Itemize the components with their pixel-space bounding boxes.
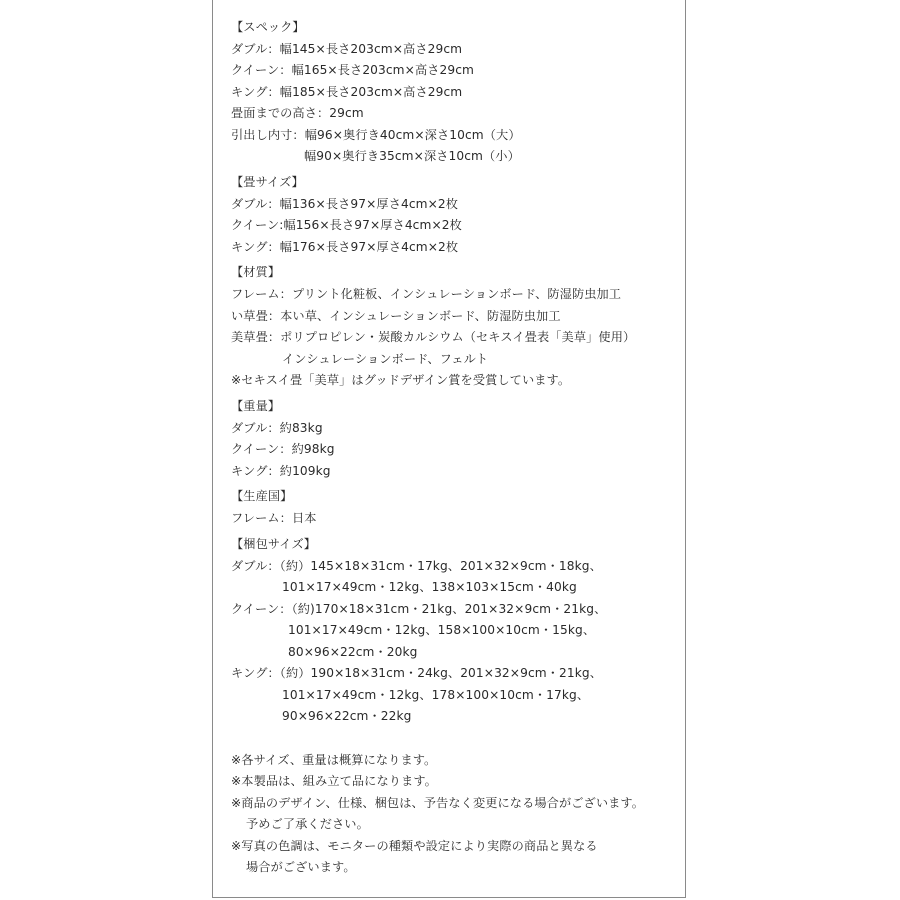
note-line-changes-cont: 予めご了承ください。 (246, 817, 369, 831)
tatami-size-section (231, 171, 671, 259)
package-line-king-3: 90×96×22cm・22kg (282, 709, 412, 723)
material-line-igusa: い草畳：本い草、インシュレーションボード、防湿防虫加工 (231, 308, 561, 323)
weight-line-queen: クイーン：約98kg (231, 442, 335, 456)
package-section (231, 533, 671, 728)
package-line-queen-3: 80×96×22cm・20kg (288, 644, 418, 659)
section-heading-tatami: 【畳サイズ】 (231, 174, 304, 189)
package-line-queen-2: 101×17×49cm・12kg、158×100×10cm・15kg、 (288, 623, 596, 637)
spec-content (231, 17, 671, 879)
material-section (231, 261, 671, 392)
section-heading-spec: 【スペック】 (231, 20, 305, 34)
section-heading-material: 【材質】 (231, 265, 281, 279)
weight-section (231, 395, 671, 483)
material-note: ※セキスイ畳「美草」はグッドデザイン賞を受賞しています。 (231, 373, 571, 387)
section-heading-origin: 【生産国】 (231, 489, 293, 503)
note-line-color: ※写真の色調は、モニターの種類や設定により実際の商品と異なる (231, 838, 598, 853)
section-heading-weight: 【重量】 (231, 398, 281, 413)
spec-section (231, 17, 671, 168)
package-line-king-2: 101×17×49cm・12kg、178×100×10cm・17kg、 (282, 687, 590, 702)
section-heading-package: 【梱包サイズ】 (231, 536, 317, 551)
weight-line-king: キング：約109kg (231, 463, 331, 478)
spec-line-queen: クイーン：幅165×長さ203cm×高さ29cm (231, 63, 475, 77)
spec-line-double: ダブル：幅145×長さ203cm×高さ29cm (231, 41, 463, 56)
spec-line-drawer-small: 幅90×奥行き35cm×深さ10cm（小） (304, 149, 520, 163)
material-line-bisou-cont: インシュレーションボード、フェルト (282, 351, 489, 366)
spec-line-drawer-large: 引出し内寸：幅96×奥行き40cm×深さ10cm（大） (231, 127, 521, 142)
package-line-king-1: キング：（約）190×18×31cm・24kg、201×32×9cm・21kg、 (231, 666, 602, 680)
note-line-color-cont: 場合がございます。 (246, 860, 356, 874)
note-line-assembly: ※本製品は、組み立て品になります。 (231, 774, 437, 788)
origin-line-frame: フレーム：日本 (231, 511, 317, 525)
tatami-line-double: ダブル：幅136×長さ97×厚さ4cm×2枚 (231, 196, 459, 211)
tatami-line-king: キング：幅176×長さ97×厚さ4cm×2枚 (231, 239, 459, 254)
weight-line-double: ダブル：約83kg (231, 420, 323, 435)
note-line-changes: ※商品のデザイン、仕様、梱包は、予告なく変更になる場合がございます。 (231, 795, 644, 810)
material-line-frame: フレーム：プリント化粧板、インシュレーションボード、防湿防虫加工 (231, 287, 622, 301)
package-line-double-2: 101×17×49cm・12kg、138×103×15cm・40kg (282, 580, 577, 594)
notes-section (231, 750, 671, 879)
note-line-approx: ※各サイズ、重量は概算になります。 (231, 752, 437, 767)
origin-section (231, 485, 671, 530)
package-line-double-1: ダブル：（約）145×18×31cm・17kg、201×32×9cm・18kg、 (231, 558, 602, 573)
spec-line-king: キング：幅185×長さ203cm×高さ29cm (231, 84, 463, 99)
tatami-line-queen: クイーン:幅156×長さ97×厚さ4cm×2枚 (231, 218, 462, 232)
spec-line-tatami-height: 畳面までの高さ：29cm (231, 106, 364, 120)
material-line-bisou: 美草畳：ポリプロピレン・炭酸カルシウム（セキスイ畳表「美草」使用） (231, 330, 636, 344)
package-line-queen-1: クイーン：（約)170×18×31cm・21kg、201×32×9cm・21kg、 (231, 601, 607, 616)
